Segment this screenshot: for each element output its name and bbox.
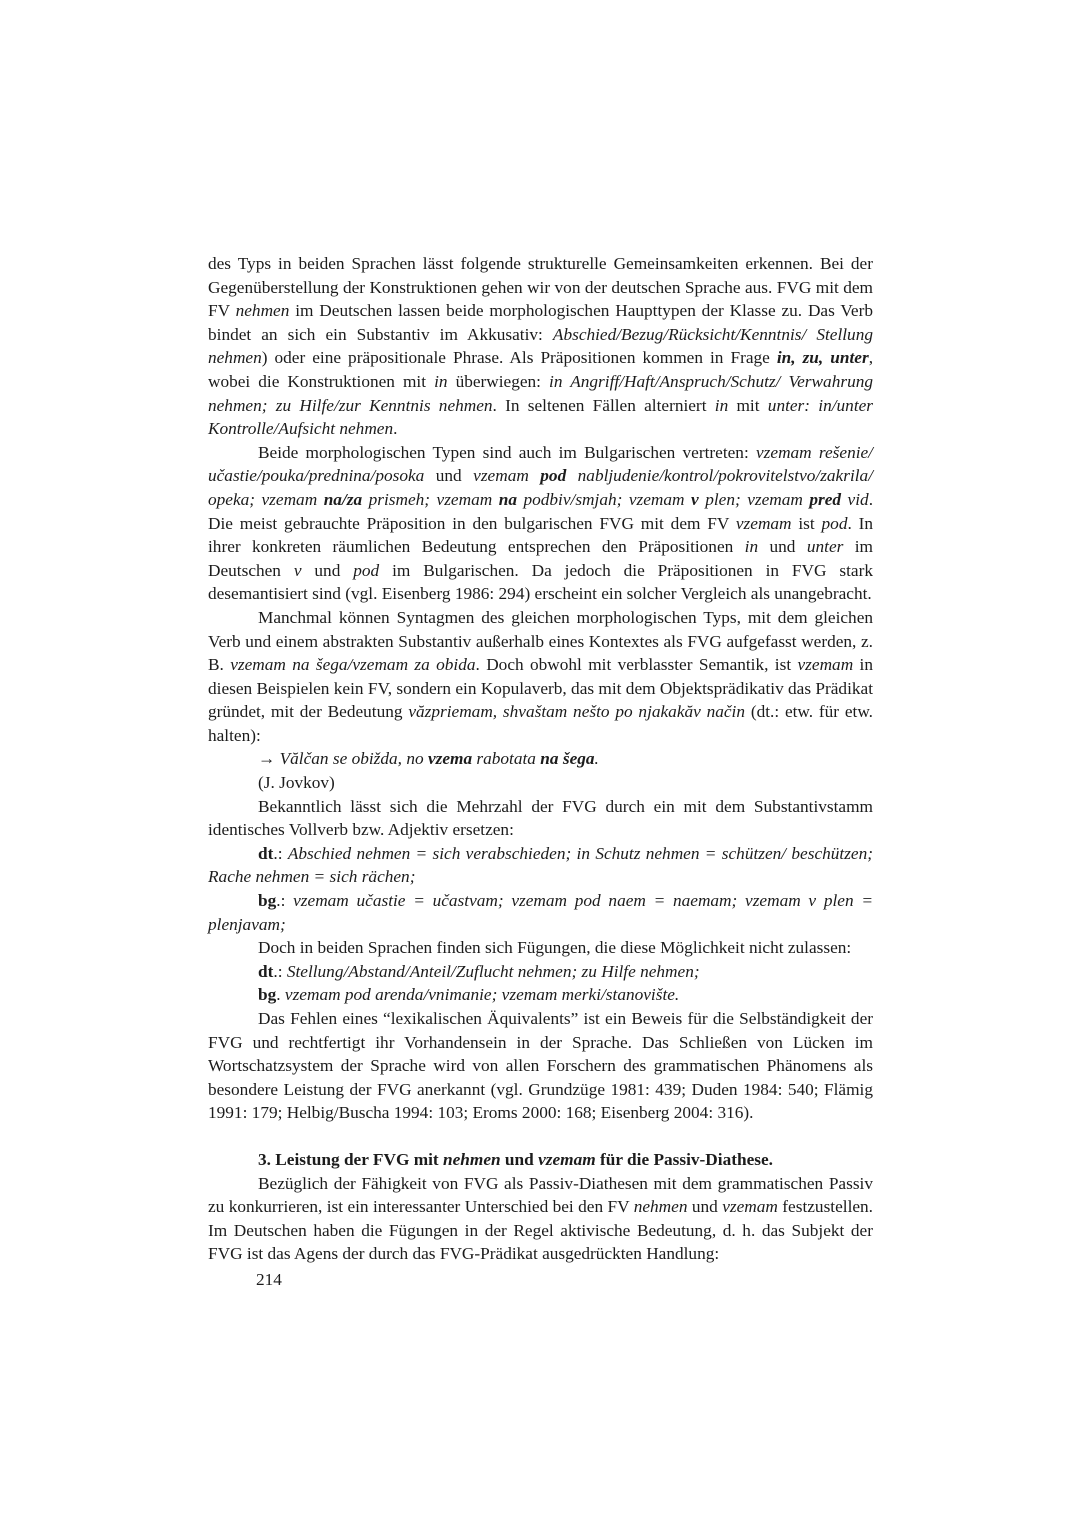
text-run: v bbox=[691, 489, 699, 509]
text-run: rabotata bbox=[472, 749, 541, 769]
text-run: ist bbox=[791, 513, 822, 533]
text-run: plen; vzemam bbox=[698, 489, 810, 509]
text-run: unter: in/unter Kontrolle/Aufsicht nehmen bbox=[208, 395, 874, 439]
text-run: nehmen bbox=[442, 1149, 501, 1169]
text-run: . In ihrer konkreten räumlichen Bedeutung entsprechen den Präpositionen bbox=[208, 513, 873, 557]
paragraph bbox=[208, 842, 873, 889]
text-run: Stellung/Abstand/Anteil/Zuflucht nehmen; zu Hilfe nehmen; bbox=[286, 961, 700, 981]
text-run: in, zu, unter bbox=[776, 348, 869, 368]
text-run: v bbox=[293, 560, 302, 580]
text-run: des Typs in beiden Sprachen lässt folgende strukturelle Gemeinsamkeiten erkennen. Bei der Gegenüberstellung der Konstruktionen gehen wir von der deutschen Sprache aus. FVG mit dem FV bbox=[208, 254, 873, 321]
text-run: im Deutschen lassen beide morphologischen Haupttypen der Klasse zu. Das Verb bindet an sich ein Substantiv im Akkusativ: bbox=[208, 301, 873, 344]
text-run: pod bbox=[540, 466, 567, 486]
paragraph bbox=[208, 441, 873, 606]
text-run: bg bbox=[258, 985, 277, 1005]
text-run: Doch in beiden Sprachen finden sich Fügungen, die diese Möglichkeit nicht zulassen: bbox=[258, 938, 852, 958]
text-run: pod bbox=[353, 560, 380, 580]
text-run: vzemam bbox=[473, 466, 541, 486]
text-run: vzema bbox=[427, 749, 473, 769]
text-run: Vălčan se obižda, no bbox=[279, 749, 428, 769]
text-run: bg bbox=[258, 891, 277, 911]
text-run: in diesen Beispielen kein FV, sondern ein Kopulaverb, das mit dem Objektsprädikativ das Prädikat gründet, mit der Bedeutung bbox=[208, 655, 873, 722]
text-run: dt bbox=[258, 843, 274, 863]
paragraph bbox=[208, 606, 873, 748]
text-run: und bbox=[758, 537, 807, 557]
text-run: dt bbox=[258, 961, 274, 981]
text-run: na bbox=[498, 489, 517, 509]
text-run: Abschied/Bezug/Rücksicht/Kenntnis/ Stellung nehmen bbox=[208, 324, 873, 368]
text-run: Beide morphologischen Typen sind auch im Bulgarischen vertreten: bbox=[258, 442, 756, 462]
text-run: nabljudenie/kontrol/pokrovitelstvo/zakrila/ opeka; vzemam bbox=[208, 466, 873, 509]
text-run: im Bulgarischen. Da jedoch die Präpositionen in FVG stark desemantisiert sind (vgl. Eisenberg 1986: 294) erscheint ein solcher Vergleich als unangebracht. bbox=[208, 560, 873, 604]
text-run: in bbox=[714, 395, 729, 415]
text-run: .: bbox=[273, 843, 288, 863]
paragraph bbox=[208, 795, 873, 842]
text-run: mit bbox=[728, 395, 768, 415]
paragraph bbox=[208, 747, 873, 771]
text-run: .: bbox=[273, 961, 287, 981]
text-run: Manchmal können Syntagmen des gleichen morphologischen Typs, mit dem gleichen Verb und einem abstrakten Substantiv außerhalb eines Kontextes als FVG aufgefasst werden, z. B. bbox=[208, 607, 873, 675]
paragraph bbox=[208, 960, 873, 984]
text-run: Abschied nehmen = sich verabschieden; in Schutz nehmen = schützen/ beschützen; Rache nehmen = sich rächen; bbox=[208, 843, 873, 887]
text-run: im Deutschen bbox=[208, 537, 873, 580]
text-run: vzemam učastie = učastvam; vzemam pod naem = naemam; vzemam v plen = plenjavam; bbox=[208, 891, 873, 934]
text-run: ) oder eine präpositionale Phrase. Als Präpositionen kommen in Frage bbox=[261, 348, 777, 368]
text-run: in Angriff/Haft/Anspruch/Schutz/ Verwahrung nehmen; zu Hilfe/zur Kenntnis nehmen bbox=[208, 371, 873, 415]
text-run: festzustellen. Im Deutschen haben die Fügungen in der Regel aktivische Bedeutung, d. h. das Subjekt der FVG ist das Agens der durch das FVG-Prädikat ausgedrückten Handlung: bbox=[208, 1197, 873, 1264]
text-run: vzemam bbox=[735, 513, 792, 533]
text-run: in bbox=[434, 371, 448, 391]
text-run: vzemam bbox=[722, 1197, 778, 1217]
paragraph bbox=[208, 1172, 873, 1266]
text-run: → bbox=[258, 749, 280, 769]
text-run: Das Fehlen eines “lexikalischen Äquivalents” ist ein Beweis für die Selbständigkeit der FVG und rechtfertigt ihr Vorhandensein in der Sprache. Das Schließen von Lücken im Wortschatzsystem der Sprache wird von allen Forschern des grammatischen Phänomens als besondere Leistung der FVG anerkannt (vgl. Grundzüge 1981: 439; Duden 1984: 540; Flämig 1991: 179; Helbig/Buscha 1994: 103; Eroms 2000: 168; Eisenberg 2004: 316). bbox=[208, 1009, 873, 1123]
paragraph bbox=[208, 983, 873, 1007]
paragraph bbox=[208, 1007, 873, 1125]
text-run: . Doch obwohl mit verblasster Semantik, ist bbox=[475, 655, 798, 675]
body-text bbox=[208, 252, 873, 1266]
text-run: vzemam rešenie/ učastie/pouka/prednina/posoka bbox=[208, 442, 873, 486]
paragraph bbox=[208, 771, 873, 795]
text-run: 3. Leistung der FVG mit bbox=[258, 1149, 443, 1169]
page-number: 214 bbox=[256, 1270, 282, 1289]
text-run: . In seltenen Fällen alterniert bbox=[492, 395, 715, 415]
text-run: Bezüglich der Fähigkeit von FVG als Passiv-Diathesen mit dem grammatischen Passiv zu konkurrieren, ist ein interessanter Unterschied bei den FV bbox=[208, 1173, 873, 1217]
text-run: überwiegen: bbox=[447, 371, 550, 391]
text-run: in bbox=[744, 537, 759, 557]
text-run: unter bbox=[806, 537, 844, 557]
section-heading bbox=[208, 1148, 873, 1172]
text-run: (dt.: etw. für etw. halten): bbox=[208, 702, 874, 745]
text-run: nehmen bbox=[235, 301, 290, 321]
text-run: vzemam na šega/vzemam za obida bbox=[230, 655, 476, 675]
text-run: nehmen bbox=[633, 1197, 688, 1217]
text-run: podbiv/smjah; vzemam bbox=[516, 489, 692, 509]
text-run: , wobei die Konstruktionen mit bbox=[208, 348, 874, 391]
text-run: und bbox=[500, 1149, 539, 1169]
text-run: vid bbox=[841, 489, 869, 509]
text-run: und bbox=[301, 560, 354, 580]
text-run: pod bbox=[821, 513, 848, 533]
text-run: vzemam bbox=[797, 655, 854, 675]
text-run: . bbox=[594, 749, 599, 769]
text-run: na šega bbox=[540, 749, 595, 769]
text-run: văzpriemam, shvaštam nešto po njakakăv način bbox=[408, 702, 746, 722]
paragraph bbox=[208, 936, 873, 960]
text-run: . bbox=[393, 419, 398, 439]
text-run: vzemam pod arenda/vnimanie; vzemam merki/stanovište. bbox=[284, 985, 680, 1005]
text-run: (J. Jovkov) bbox=[258, 773, 335, 793]
text-run: .: bbox=[276, 891, 294, 911]
text-run: prismeh; vzemam bbox=[362, 489, 499, 509]
text-run: und bbox=[424, 466, 474, 486]
text-run: . Die meist gebrauchte Präposition in den bulgarischen FVG mit dem FV bbox=[208, 489, 874, 533]
text-run: . bbox=[276, 985, 285, 1005]
text-run: vzemam bbox=[538, 1149, 596, 1169]
text-run: Bekanntlich lässt sich die Mehrzahl der FVG durch ein mit dem Substantivstamm identisches Vollverb bzw. Adjektiv ersetzen: bbox=[208, 796, 873, 840]
paragraph bbox=[208, 252, 873, 441]
text-run: pred bbox=[809, 489, 842, 509]
paragraph bbox=[208, 889, 873, 936]
text-run: na/za bbox=[323, 489, 363, 509]
text-run: und bbox=[687, 1197, 723, 1217]
text-run: für die Passiv-Diathese. bbox=[595, 1149, 773, 1169]
